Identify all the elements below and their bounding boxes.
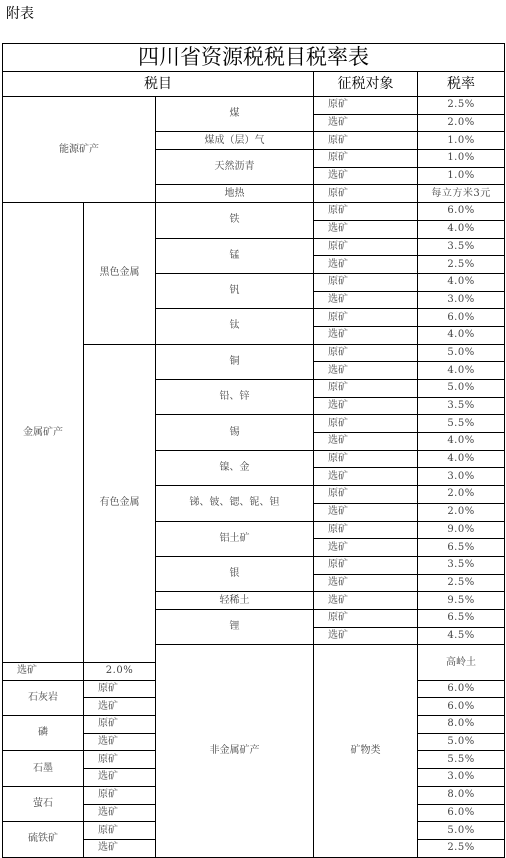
appendix-label: 附表 <box>6 6 34 22</box>
tax-rate-cell: 3.0% <box>418 769 505 787</box>
tax-object-cell: 选矿 <box>314 468 418 486</box>
tax-object-cell: 原矿 <box>314 97 418 115</box>
tax-rate-cell: 2.5% <box>418 839 505 857</box>
tax-rate-cell: 5.0% <box>418 344 505 362</box>
table-body <box>3 97 505 858</box>
tax-object-cell: 选矿 <box>314 362 418 380</box>
tax-object-cell: 选矿 <box>314 220 418 238</box>
header-tax-rate: 税率 <box>418 72 505 97</box>
tax-rate-cell: 2.5% <box>418 574 505 592</box>
mineral-cell: 硫铁矿 <box>3 822 84 857</box>
tax-object-cell: 原矿 <box>314 185 418 203</box>
tax-object-cell: 原矿 <box>314 150 418 168</box>
tax-object-cell: 选矿 <box>84 733 156 751</box>
tax-rate-cell: 3.5% <box>418 397 505 415</box>
tax-rate-cell: 8.0% <box>418 716 505 734</box>
tax-rate-cell: 1.0% <box>418 167 505 185</box>
tax-object-cell: 原矿 <box>314 556 418 574</box>
tax-rate-cell: 6.5% <box>418 609 505 627</box>
tax-rate-cell: 1.0% <box>418 132 505 150</box>
mineral-cell: 铁 <box>156 203 314 238</box>
tax-object-cell: 选矿 <box>314 433 418 451</box>
tax-rate-cell: 3.0% <box>418 468 505 486</box>
mineral-cell: 天然沥青 <box>156 150 314 185</box>
tax-rate-cell: 2.0% <box>84 663 156 681</box>
tax-rate-cell: 5.5% <box>418 415 505 433</box>
tax-object-cell: 原矿 <box>84 751 156 769</box>
tax-rate-cell: 每立方米3元 <box>418 185 505 203</box>
mineral-cell: 锡 <box>156 415 314 450</box>
tax-object-cell: 选矿 <box>314 574 418 592</box>
tax-object-cell: 选矿 <box>84 839 156 857</box>
category-cell: 非金属矿产 <box>156 645 314 857</box>
tax-object-cell: 原矿 <box>84 680 156 698</box>
tax-object-cell: 原矿 <box>314 132 418 150</box>
tax-object-cell: 选矿 <box>314 397 418 415</box>
tax-rate-cell: 5.0% <box>418 822 505 840</box>
tax-rate-cell: 6.0% <box>418 680 505 698</box>
tax-rate-cell: 6.5% <box>418 539 505 557</box>
tax-object-cell: 选矿 <box>84 804 156 822</box>
mineral-cell: 铝土矿 <box>156 521 314 556</box>
tax-rate-cell: 2.0% <box>418 486 505 504</box>
subcategory-cell: 黑色金属 <box>84 203 156 345</box>
tax-rate-cell: 2.5% <box>418 256 505 274</box>
tax-object-cell: 原矿 <box>314 380 418 398</box>
tax-rate-cell: 5.5% <box>418 751 505 769</box>
tax-rate-cell: 5.0% <box>418 380 505 398</box>
tax-object-cell: 原矿 <box>314 486 418 504</box>
tax-rate-cell: 4.0% <box>418 450 505 468</box>
tax-object-cell: 原矿 <box>314 344 418 362</box>
table-row <box>3 97 505 115</box>
tax-object-cell: 选矿 <box>3 663 84 681</box>
tax-object-cell: 原矿 <box>84 822 156 840</box>
mineral-cell: 银 <box>156 556 314 591</box>
tax-object-cell: 选矿 <box>314 503 418 521</box>
tax-object-cell: 原矿 <box>84 716 156 734</box>
tax-rate-cell: 2.0% <box>418 114 505 132</box>
tax-rate-cell: 5.0% <box>418 733 505 751</box>
tax-object-cell: 选矿 <box>314 627 418 645</box>
mineral-cell: 地热 <box>156 185 314 203</box>
header-tax-object: 征税对象 <box>314 72 418 97</box>
tax-rate-cell: 2.0% <box>418 503 505 521</box>
tax-rate-cell: 6.0% <box>418 309 505 327</box>
tax-rate-cell: 1.0% <box>418 150 505 168</box>
tax-object-cell: 选矿 <box>314 592 418 610</box>
category-cell: 能源矿产 <box>3 97 156 203</box>
tax-object-cell: 原矿 <box>314 521 418 539</box>
tax-object-cell: 原矿 <box>314 238 418 256</box>
tax-rate-cell: 9.0% <box>418 521 505 539</box>
mineral-cell: 高岭土 <box>418 645 505 680</box>
category-cell: 金属矿产 <box>3 203 84 663</box>
tax-object-cell: 原矿 <box>314 203 418 221</box>
tax-object-cell: 选矿 <box>314 326 418 344</box>
mineral-cell: 煤成（层）气 <box>156 132 314 150</box>
tax-rate-cell: 9.5% <box>418 592 505 610</box>
tax-rate-table <box>2 43 505 858</box>
mineral-cell: 铜 <box>156 344 314 379</box>
tax-rate-cell: 6.0% <box>418 698 505 716</box>
tax-rate-cell: 8.0% <box>418 786 505 804</box>
mineral-cell: 镍、金 <box>156 450 314 485</box>
header-tax-item: 税目 <box>3 72 314 97</box>
mineral-cell: 钒 <box>156 273 314 308</box>
tax-object-cell: 选矿 <box>314 291 418 309</box>
mineral-cell: 锰 <box>156 238 314 273</box>
tax-object-cell: 选矿 <box>314 539 418 557</box>
tax-rate-cell: 6.0% <box>418 203 505 221</box>
table-row <box>3 203 505 221</box>
mineral-cell: 石墨 <box>3 751 84 786</box>
tax-object-cell: 选矿 <box>84 698 156 716</box>
mineral-cell: 磷 <box>3 716 84 751</box>
tax-rate-cell: 4.0% <box>418 326 505 344</box>
tax-object-cell: 原矿 <box>314 415 418 433</box>
tax-rate-cell: 4.5% <box>418 627 505 645</box>
mineral-cell: 轻稀土 <box>156 592 314 610</box>
mineral-cell: 石灰岩 <box>3 680 84 715</box>
tax-object-cell: 选矿 <box>314 256 418 274</box>
tax-object-cell: 原矿 <box>314 609 418 627</box>
tax-object-cell: 原矿 <box>314 450 418 468</box>
subcategory-cell: 矿物类 <box>314 645 418 857</box>
tax-rate-cell: 4.0% <box>418 433 505 451</box>
tax-rate-cell: 3.5% <box>418 238 505 256</box>
table-title: 四川省资源税税目税率表 <box>3 44 505 72</box>
tax-object-cell: 原矿 <box>314 273 418 291</box>
mineral-cell: 锂 <box>156 609 314 644</box>
tax-rate-cell: 2.5% <box>418 97 505 115</box>
mineral-cell: 煤 <box>156 97 314 132</box>
tax-rate-cell: 4.0% <box>418 362 505 380</box>
tax-rate-cell: 3.5% <box>418 556 505 574</box>
mineral-cell: 钛 <box>156 309 314 344</box>
tax-rate-cell: 4.0% <box>418 273 505 291</box>
mineral-cell: 萤石 <box>3 786 84 821</box>
tax-object-cell: 原矿 <box>314 309 418 327</box>
tax-object-cell: 选矿 <box>84 769 156 787</box>
mineral-cell: 铅、锌 <box>156 380 314 415</box>
tax-object-cell: 选矿 <box>314 167 418 185</box>
tax-rate-cell: 4.0% <box>418 220 505 238</box>
tax-rate-cell: 3.0% <box>418 291 505 309</box>
tax-object-cell: 选矿 <box>314 114 418 132</box>
mineral-cell: 锑、铍、锶、铌、钽 <box>156 486 314 521</box>
tax-object-cell: 原矿 <box>84 786 156 804</box>
subcategory-cell: 有色金属 <box>84 344 156 662</box>
tax-rate-cell: 6.0% <box>418 804 505 822</box>
